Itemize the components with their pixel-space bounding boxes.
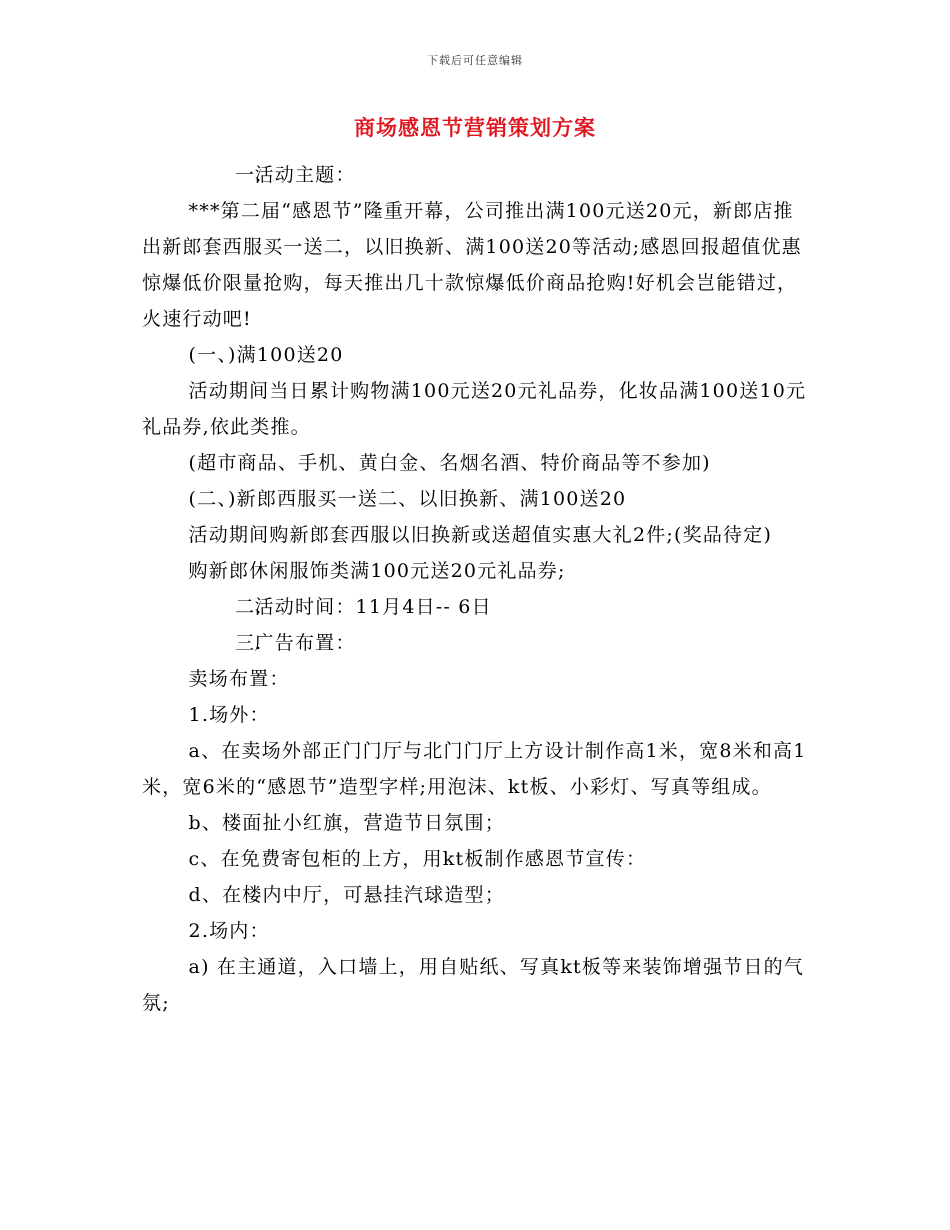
document-title: 商场感恩节营销策划方案: [354, 115, 596, 140]
paragraph-item-b: b、楼面扯小红旗，营造节日氛围；: [188, 812, 505, 834]
section-heading-text: 活动时间：11月4日-- 6日: [254, 596, 492, 618]
paragraph-offer-2: 活动期间购新郎套西服以旧换新或送超值实惠大礼2件;(奖品待定): [188, 524, 773, 546]
section-number: 二.: [235, 596, 263, 618]
paragraph-offer-1: 活动期间当日累计购物满100元送20元礼品券，化妆品满100送10元礼品券,依此类推。: [142, 380, 807, 438]
section-number: 三.: [235, 632, 263, 654]
paragraph-subheading-2: (二、)新郎西服买一送二、以旧换新、满100送20: [188, 488, 627, 510]
section-number: 一.: [235, 164, 263, 186]
section-heading-theme: [142, 157, 810, 193]
paragraph-item-c: c、在免费寄包柜的上方，用kt板制作感恩节宣传：: [188, 848, 647, 870]
header-note: 下载后可任意编辑: [427, 54, 523, 67]
paragraph-inside: 2.场内：: [188, 920, 270, 942]
paragraph-subheading-1: (一、)满100送20: [188, 344, 344, 366]
section-heading-ads: [142, 625, 810, 661]
paragraph-offer-3: 购新郎休闲服饰类满100元送20元礼品券;: [188, 560, 566, 582]
document-body: [142, 157, 810, 1021]
paragraph-exclusion: (超市商品、手机、黄白金、名烟名酒、特价商品等不参加): [188, 452, 711, 474]
paragraph-inside-a: a) 在主通道，入口墙上，用自贴纸、写真kt板等来装饰增强节日的气氛;: [142, 956, 805, 1014]
paragraph-item-d: d、在楼内中厅，可悬挂汽球造型；: [188, 884, 505, 906]
paragraph-outside: 1.场外：: [188, 704, 270, 726]
paragraph-item-a: a、在卖场外部正门门厅与北门门厅上方设计制作高1米，宽8米和高1米，宽6米的“感恩节”造型字样;用泡沫、kt板、小彩灯、写真等组成。: [142, 740, 807, 798]
section-heading-text: 活动主题：: [254, 164, 356, 186]
paragraph-intro: ***第二届“感恩节”隆重开幕，公司推出满100元送20元，新郎店推出新郎套西服买一送二，以旧换新、满100送20等活动;感恩回报超值优惠惊爆低价限量抢购，每天推出几十款惊爆低价商品抢购!好机会岂能错过，火速行动吧!: [142, 200, 802, 330]
paragraph-store-layout: 卖场布置：: [188, 668, 290, 690]
section-heading-text: 广告布置：: [254, 632, 356, 654]
section-heading-time: [142, 589, 810, 625]
